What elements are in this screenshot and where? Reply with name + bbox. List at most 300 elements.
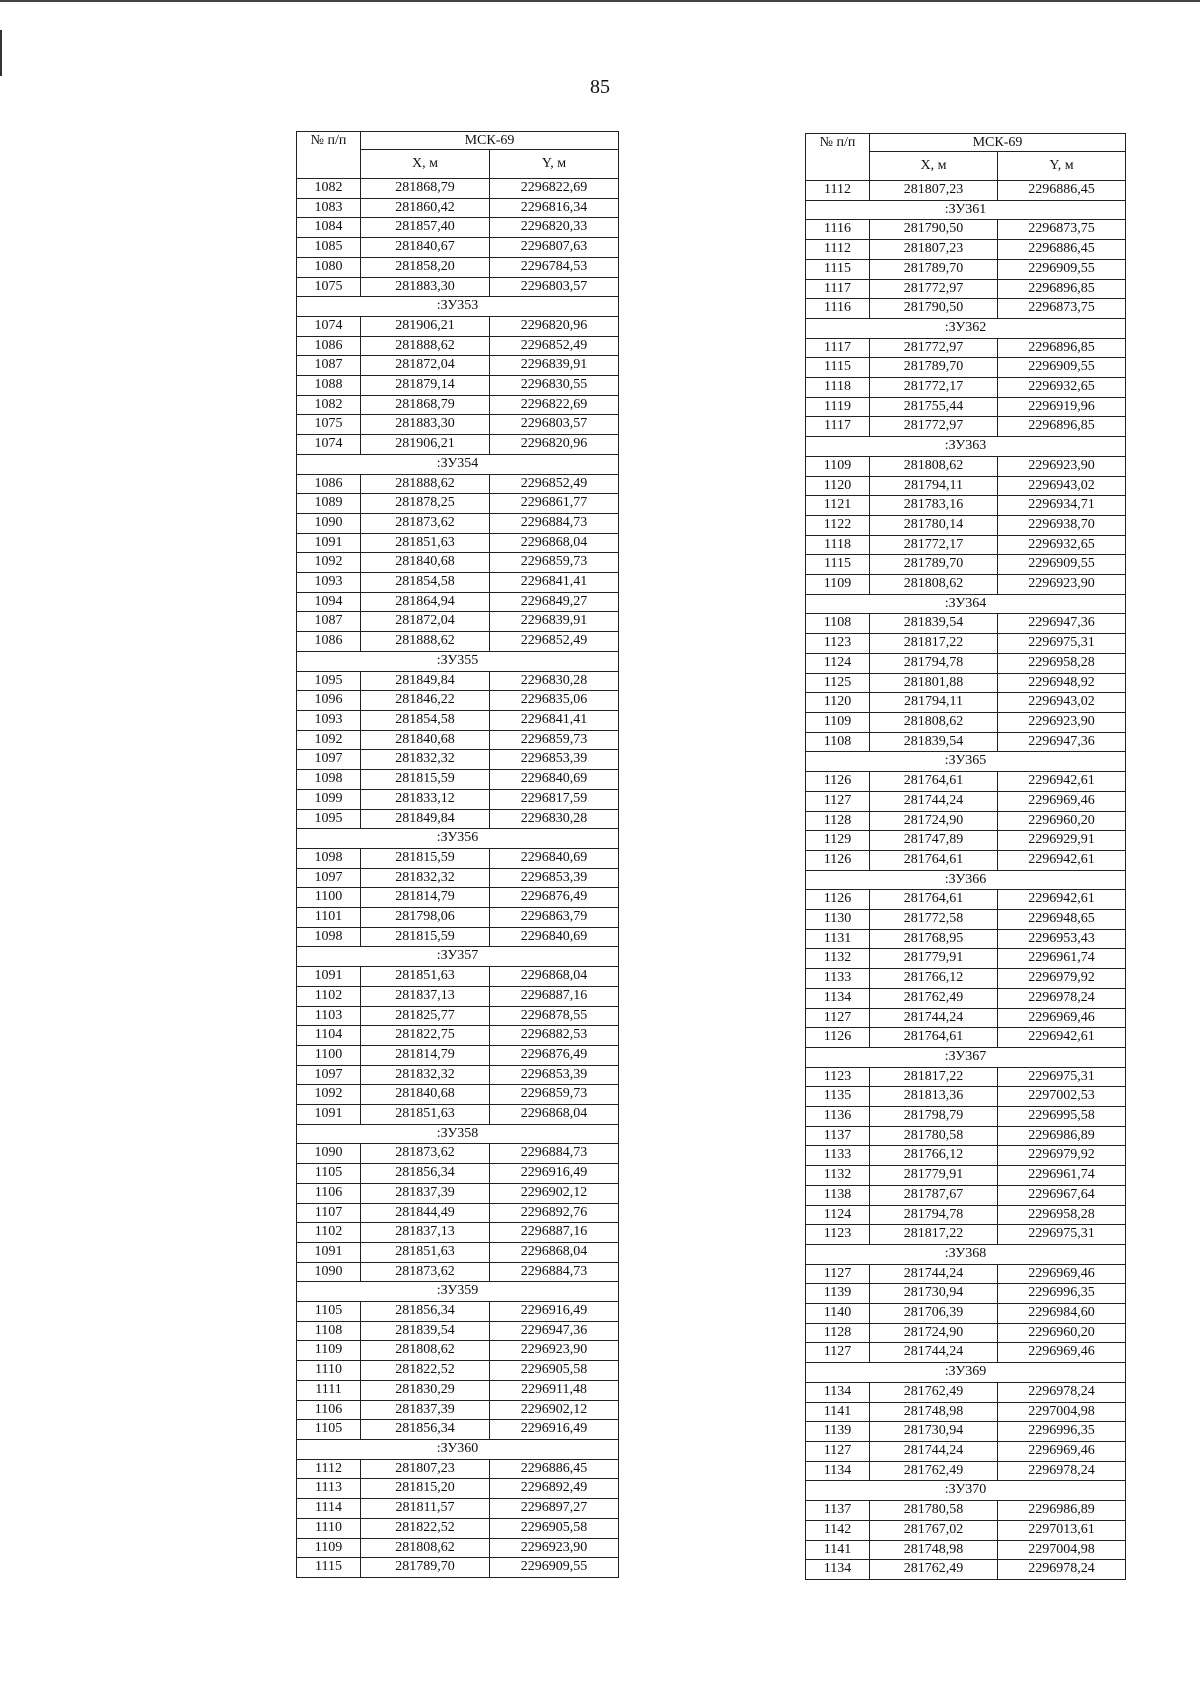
y-coordinate: 2296967,64 (998, 1185, 1126, 1205)
y-coordinate: 2296969,46 (998, 1264, 1126, 1284)
table-row (297, 1085, 619, 1105)
table-row (297, 553, 619, 573)
y-coordinate: 2296803,57 (490, 415, 619, 435)
x-coordinate: 281822,75 (361, 1026, 490, 1046)
y-coordinate: 2296841,41 (490, 710, 619, 730)
section-label: :ЗУ365 (806, 752, 1126, 772)
table-row (297, 1183, 619, 1203)
section-label: :ЗУ370 (806, 1481, 1126, 1501)
table-row (297, 1223, 619, 1243)
x-coordinate: 281814,79 (361, 888, 490, 908)
point-number: 1084 (297, 218, 361, 238)
table-row (806, 240, 1126, 260)
point-number: 1103 (297, 1006, 361, 1026)
section-label: :ЗУ357 (297, 947, 619, 967)
point-number: 1133 (806, 1146, 870, 1166)
table-row (297, 1026, 619, 1046)
x-coordinate: 281815,59 (361, 848, 490, 868)
x-coordinate: 281744,24 (870, 1442, 998, 1462)
x-coordinate: 281840,68 (361, 1085, 490, 1105)
table-row (806, 535, 1126, 555)
table-row (806, 969, 1126, 989)
point-number: 1117 (806, 279, 870, 299)
table-row (806, 712, 1126, 732)
y-coordinate: 2296909,55 (998, 358, 1126, 378)
x-coordinate: 281766,12 (870, 1146, 998, 1166)
y-coordinate: 2296923,90 (998, 456, 1126, 476)
table-row (297, 927, 619, 947)
y-coordinate: 2296943,02 (998, 476, 1126, 496)
header-y: Y, м (490, 150, 619, 179)
table-row (806, 850, 1126, 870)
point-number: 1134 (806, 1560, 870, 1580)
point-number: 1096 (297, 691, 361, 711)
x-coordinate: 281764,61 (870, 850, 998, 870)
x-coordinate: 281822,52 (361, 1518, 490, 1538)
table-row (297, 277, 619, 297)
point-number: 1128 (806, 1323, 870, 1343)
table-row (806, 1402, 1126, 1422)
x-coordinate: 281762,49 (870, 1560, 998, 1580)
table-row (297, 671, 619, 691)
point-number: 1105 (297, 1420, 361, 1440)
y-coordinate: 2296830,28 (490, 809, 619, 829)
y-coordinate: 2296876,49 (490, 1045, 619, 1065)
x-coordinate: 281767,02 (870, 1520, 998, 1540)
point-number: 1090 (297, 513, 361, 533)
x-coordinate: 281840,67 (361, 238, 490, 258)
table-row (806, 181, 1126, 201)
x-coordinate: 281794,78 (870, 1205, 998, 1225)
y-coordinate: 2296943,02 (998, 693, 1126, 713)
x-coordinate: 281851,63 (361, 533, 490, 553)
y-coordinate: 2296942,61 (998, 772, 1126, 792)
table-row (297, 1420, 619, 1440)
y-coordinate: 2296861,77 (490, 494, 619, 514)
y-coordinate: 2296840,69 (490, 927, 619, 947)
point-number: 1109 (806, 456, 870, 476)
x-coordinate: 281766,12 (870, 969, 998, 989)
table-row (806, 693, 1126, 713)
header-num: № п/п (806, 134, 870, 181)
table-row (806, 259, 1126, 279)
table-row (297, 770, 619, 790)
x-coordinate: 281764,61 (870, 1028, 998, 1048)
x-coordinate: 281790,50 (870, 299, 998, 319)
table-row (806, 397, 1126, 417)
point-number: 1110 (297, 1518, 361, 1538)
point-number: 1134 (806, 1382, 870, 1402)
x-coordinate: 281794,11 (870, 693, 998, 713)
y-coordinate: 2296852,49 (490, 336, 619, 356)
section-row (297, 1282, 619, 1302)
x-coordinate: 281808,62 (361, 1341, 490, 1361)
y-coordinate: 2296984,60 (998, 1304, 1126, 1324)
table-row (297, 967, 619, 987)
table-row (806, 1284, 1126, 1304)
y-coordinate: 2296961,74 (998, 949, 1126, 969)
table-row (806, 653, 1126, 673)
table-row (806, 358, 1126, 378)
table-row (806, 496, 1126, 516)
point-number: 1091 (297, 1105, 361, 1125)
x-coordinate: 281906,21 (361, 435, 490, 455)
point-number: 1086 (297, 632, 361, 652)
x-coordinate: 281864,94 (361, 592, 490, 612)
y-coordinate: 2296830,55 (490, 376, 619, 396)
scan-top-edge (0, 0, 1200, 2)
table-row (806, 220, 1126, 240)
x-coordinate: 281730,94 (870, 1284, 998, 1304)
x-coordinate: 281814,79 (361, 1045, 490, 1065)
y-coordinate: 2296853,39 (490, 868, 619, 888)
x-coordinate: 281808,62 (870, 575, 998, 595)
table-row (806, 614, 1126, 634)
x-coordinate: 281772,17 (870, 535, 998, 555)
table-row (297, 533, 619, 553)
x-coordinate: 281801,88 (870, 673, 998, 693)
y-coordinate: 2296958,28 (998, 1205, 1126, 1225)
x-coordinate: 281851,63 (361, 1105, 490, 1125)
x-coordinate: 281730,94 (870, 1422, 998, 1442)
y-coordinate: 2296896,85 (998, 417, 1126, 437)
table-row (297, 316, 619, 336)
y-coordinate: 2296868,04 (490, 1105, 619, 1125)
y-coordinate: 2296849,27 (490, 592, 619, 612)
table-row (806, 1205, 1126, 1225)
point-number: 1135 (806, 1087, 870, 1107)
x-coordinate: 281748,98 (870, 1402, 998, 1422)
table-row (297, 238, 619, 258)
table-row (297, 415, 619, 435)
section-label: :ЗУ361 (806, 200, 1126, 220)
y-coordinate: 2296969,46 (998, 791, 1126, 811)
header-system: МСК-69 (870, 134, 1126, 152)
table-row (806, 515, 1126, 535)
y-coordinate: 2296909,55 (998, 555, 1126, 575)
point-number: 1112 (806, 181, 870, 201)
x-coordinate: 281779,91 (870, 949, 998, 969)
table-row (297, 848, 619, 868)
section-row (297, 947, 619, 967)
y-coordinate: 2296923,90 (998, 575, 1126, 595)
table-row (297, 1321, 619, 1341)
table-row (297, 1045, 619, 1065)
point-number: 1108 (297, 1321, 361, 1341)
point-number: 1142 (806, 1520, 870, 1540)
point-number: 1127 (806, 791, 870, 811)
table-row (297, 750, 619, 770)
table-row (806, 279, 1126, 299)
y-coordinate: 2296816,34 (490, 198, 619, 218)
table-row (297, 789, 619, 809)
x-coordinate: 281762,49 (870, 988, 998, 1008)
point-number: 1097 (297, 1065, 361, 1085)
y-coordinate: 2296975,31 (998, 1225, 1126, 1245)
table-row (297, 809, 619, 829)
x-coordinate: 281744,24 (870, 1343, 998, 1363)
x-coordinate: 281808,62 (361, 1538, 490, 1558)
x-coordinate: 281854,58 (361, 573, 490, 593)
x-coordinate: 281868,79 (361, 179, 490, 199)
table-row (806, 890, 1126, 910)
point-number: 1115 (297, 1558, 361, 1578)
point-number: 1115 (806, 259, 870, 279)
table-row (297, 1302, 619, 1322)
y-coordinate: 2296932,65 (998, 535, 1126, 555)
y-coordinate: 2296822,69 (490, 395, 619, 415)
y-coordinate: 2296897,27 (490, 1499, 619, 1519)
x-coordinate: 281789,70 (870, 555, 998, 575)
point-number: 1102 (297, 1223, 361, 1243)
table-row (297, 179, 619, 199)
table-row (806, 1107, 1126, 1127)
point-number: 1102 (297, 986, 361, 1006)
table-row (297, 1341, 619, 1361)
point-number: 1120 (806, 693, 870, 713)
table-row (297, 356, 619, 376)
y-coordinate: 2296820,33 (490, 218, 619, 238)
x-coordinate: 281872,04 (361, 612, 490, 632)
x-coordinate: 281811,57 (361, 1499, 490, 1519)
x-coordinate: 281724,90 (870, 811, 998, 831)
y-coordinate: 2296942,61 (998, 890, 1126, 910)
y-coordinate: 2296923,90 (998, 712, 1126, 732)
header-x: X, м (870, 152, 998, 181)
point-number: 1115 (806, 555, 870, 575)
point-number: 1090 (297, 1144, 361, 1164)
table-row (297, 612, 619, 632)
x-coordinate: 281815,20 (361, 1479, 490, 1499)
y-coordinate: 2296934,71 (998, 496, 1126, 516)
point-number: 1127 (806, 1264, 870, 1284)
y-coordinate: 2296975,31 (998, 1067, 1126, 1087)
y-coordinate: 2296916,49 (490, 1164, 619, 1184)
y-coordinate: 2296969,46 (998, 1008, 1126, 1028)
section-label: :ЗУ362 (806, 318, 1126, 338)
point-number: 1100 (297, 1045, 361, 1065)
point-number: 1126 (806, 850, 870, 870)
x-coordinate: 281808,62 (870, 712, 998, 732)
section-row (806, 318, 1126, 338)
table-row (806, 732, 1126, 752)
table-row (297, 494, 619, 514)
x-coordinate: 281772,58 (870, 910, 998, 930)
y-coordinate: 2296873,75 (998, 299, 1126, 319)
y-coordinate: 2296884,73 (490, 1144, 619, 1164)
y-coordinate: 2296905,58 (490, 1518, 619, 1538)
point-number: 1109 (806, 712, 870, 732)
point-number: 1141 (806, 1540, 870, 1560)
table-row (297, 888, 619, 908)
y-coordinate: 2296873,75 (998, 220, 1126, 240)
y-coordinate: 2296969,46 (998, 1442, 1126, 1462)
table-row (297, 1164, 619, 1184)
point-number: 1116 (806, 220, 870, 240)
x-coordinate: 281789,70 (870, 358, 998, 378)
section-row (806, 1047, 1126, 1067)
table-row (297, 632, 619, 652)
table-row (806, 1442, 1126, 1462)
x-coordinate: 281780,58 (870, 1126, 998, 1146)
y-coordinate: 2296852,49 (490, 632, 619, 652)
point-number: 1127 (806, 1343, 870, 1363)
x-coordinate: 281840,68 (361, 553, 490, 573)
table-row (806, 772, 1126, 792)
point-number: 1109 (806, 575, 870, 595)
y-coordinate: 2296938,70 (998, 515, 1126, 535)
x-coordinate: 281888,62 (361, 632, 490, 652)
point-number: 1095 (297, 809, 361, 829)
table-row (806, 456, 1126, 476)
y-coordinate: 2296886,45 (998, 181, 1126, 201)
y-coordinate: 2296916,49 (490, 1302, 619, 1322)
table-row (806, 988, 1126, 1008)
point-number: 1091 (297, 967, 361, 987)
x-coordinate: 281724,90 (870, 1323, 998, 1343)
x-coordinate: 281856,34 (361, 1164, 490, 1184)
point-number: 1105 (297, 1302, 361, 1322)
table-row (297, 395, 619, 415)
point-number: 1134 (806, 988, 870, 1008)
table-row (297, 474, 619, 494)
x-coordinate: 281817,22 (870, 634, 998, 654)
point-number: 1105 (297, 1164, 361, 1184)
point-number: 1131 (806, 929, 870, 949)
x-coordinate: 281787,67 (870, 1185, 998, 1205)
x-coordinate: 281772,17 (870, 378, 998, 398)
point-number: 1098 (297, 927, 361, 947)
x-coordinate: 281851,63 (361, 1242, 490, 1262)
point-number: 1091 (297, 533, 361, 553)
x-coordinate: 281817,22 (870, 1225, 998, 1245)
x-coordinate: 281837,39 (361, 1183, 490, 1203)
y-coordinate: 2296892,76 (490, 1203, 619, 1223)
x-coordinate: 281873,62 (361, 1144, 490, 1164)
section-label: :ЗУ358 (297, 1124, 619, 1144)
x-coordinate: 281744,24 (870, 1264, 998, 1284)
section-row (806, 1244, 1126, 1264)
x-coordinate: 281830,29 (361, 1380, 490, 1400)
table-row (806, 299, 1126, 319)
point-number: 1113 (297, 1479, 361, 1499)
section-label: :ЗУ364 (806, 594, 1126, 614)
x-coordinate: 281789,70 (361, 1558, 490, 1578)
x-coordinate: 281783,16 (870, 496, 998, 516)
table-row (297, 1203, 619, 1223)
x-coordinate: 281844,49 (361, 1203, 490, 1223)
table-row (297, 1538, 619, 1558)
x-coordinate: 281873,62 (361, 513, 490, 533)
x-coordinate: 281747,89 (870, 831, 998, 851)
point-number: 1086 (297, 336, 361, 356)
y-coordinate: 2296923,90 (490, 1341, 619, 1361)
x-coordinate: 281837,13 (361, 986, 490, 1006)
y-coordinate: 2296863,79 (490, 908, 619, 928)
table-row (806, 791, 1126, 811)
y-coordinate: 2297004,98 (998, 1402, 1126, 1422)
x-coordinate: 281790,50 (870, 220, 998, 240)
point-number: 1087 (297, 356, 361, 376)
x-coordinate: 281706,39 (870, 1304, 998, 1324)
y-coordinate: 2296978,24 (998, 1382, 1126, 1402)
x-coordinate: 281748,98 (870, 1540, 998, 1560)
table-row (297, 1518, 619, 1538)
y-coordinate: 2296978,24 (998, 1461, 1126, 1481)
table-row (806, 673, 1126, 693)
y-coordinate: 2296996,35 (998, 1422, 1126, 1442)
y-coordinate: 2296947,36 (998, 614, 1126, 634)
point-number: 1104 (297, 1026, 361, 1046)
table-row (806, 555, 1126, 575)
x-coordinate: 281815,59 (361, 770, 490, 790)
x-coordinate: 281840,68 (361, 730, 490, 750)
point-number: 1123 (806, 634, 870, 654)
point-number: 1126 (806, 890, 870, 910)
table-row (806, 378, 1126, 398)
point-number: 1075 (297, 277, 361, 297)
y-coordinate: 2296803,57 (490, 277, 619, 297)
y-coordinate: 2296948,92 (998, 673, 1126, 693)
y-coordinate: 2296953,43 (998, 929, 1126, 949)
x-coordinate: 281873,62 (361, 1262, 490, 1282)
y-coordinate: 2296979,92 (998, 969, 1126, 989)
section-row (806, 594, 1126, 614)
point-number: 1095 (297, 671, 361, 691)
y-coordinate: 2296978,24 (998, 988, 1126, 1008)
y-coordinate: 2296892,49 (490, 1479, 619, 1499)
header-num: № п/п (297, 132, 361, 179)
y-coordinate: 2296841,41 (490, 573, 619, 593)
table-row (806, 1461, 1126, 1481)
table-row (806, 1028, 1126, 1048)
x-coordinate: 281839,54 (870, 614, 998, 634)
point-number: 1130 (806, 910, 870, 930)
section-label: :ЗУ369 (806, 1363, 1126, 1383)
y-coordinate: 2296887,16 (490, 1223, 619, 1243)
section-row (806, 1481, 1126, 1501)
section-row (806, 752, 1126, 772)
y-coordinate: 2296960,20 (998, 1323, 1126, 1343)
y-coordinate: 2296830,28 (490, 671, 619, 691)
x-coordinate: 281879,14 (361, 376, 490, 396)
y-coordinate: 2296878,55 (490, 1006, 619, 1026)
point-number: 1080 (297, 257, 361, 277)
table-row (297, 730, 619, 750)
x-coordinate: 281832,32 (361, 1065, 490, 1085)
table-row (806, 1382, 1126, 1402)
point-number: 1112 (806, 240, 870, 260)
table-row (297, 1144, 619, 1164)
point-number: 1082 (297, 395, 361, 415)
y-coordinate: 2296840,69 (490, 770, 619, 790)
table-row (297, 908, 619, 928)
point-number: 1136 (806, 1107, 870, 1127)
y-coordinate: 2296882,53 (490, 1026, 619, 1046)
point-number: 1124 (806, 653, 870, 673)
section-row (297, 651, 619, 671)
x-coordinate: 281764,61 (870, 772, 998, 792)
x-coordinate: 281839,54 (870, 732, 998, 752)
table-row (297, 257, 619, 277)
table-row (297, 868, 619, 888)
x-coordinate: 281839,54 (361, 1321, 490, 1341)
y-coordinate: 2296986,89 (998, 1501, 1126, 1521)
y-coordinate: 2296884,73 (490, 513, 619, 533)
table-row (806, 1185, 1126, 1205)
table-row (297, 1479, 619, 1499)
y-coordinate: 2297002,53 (998, 1087, 1126, 1107)
